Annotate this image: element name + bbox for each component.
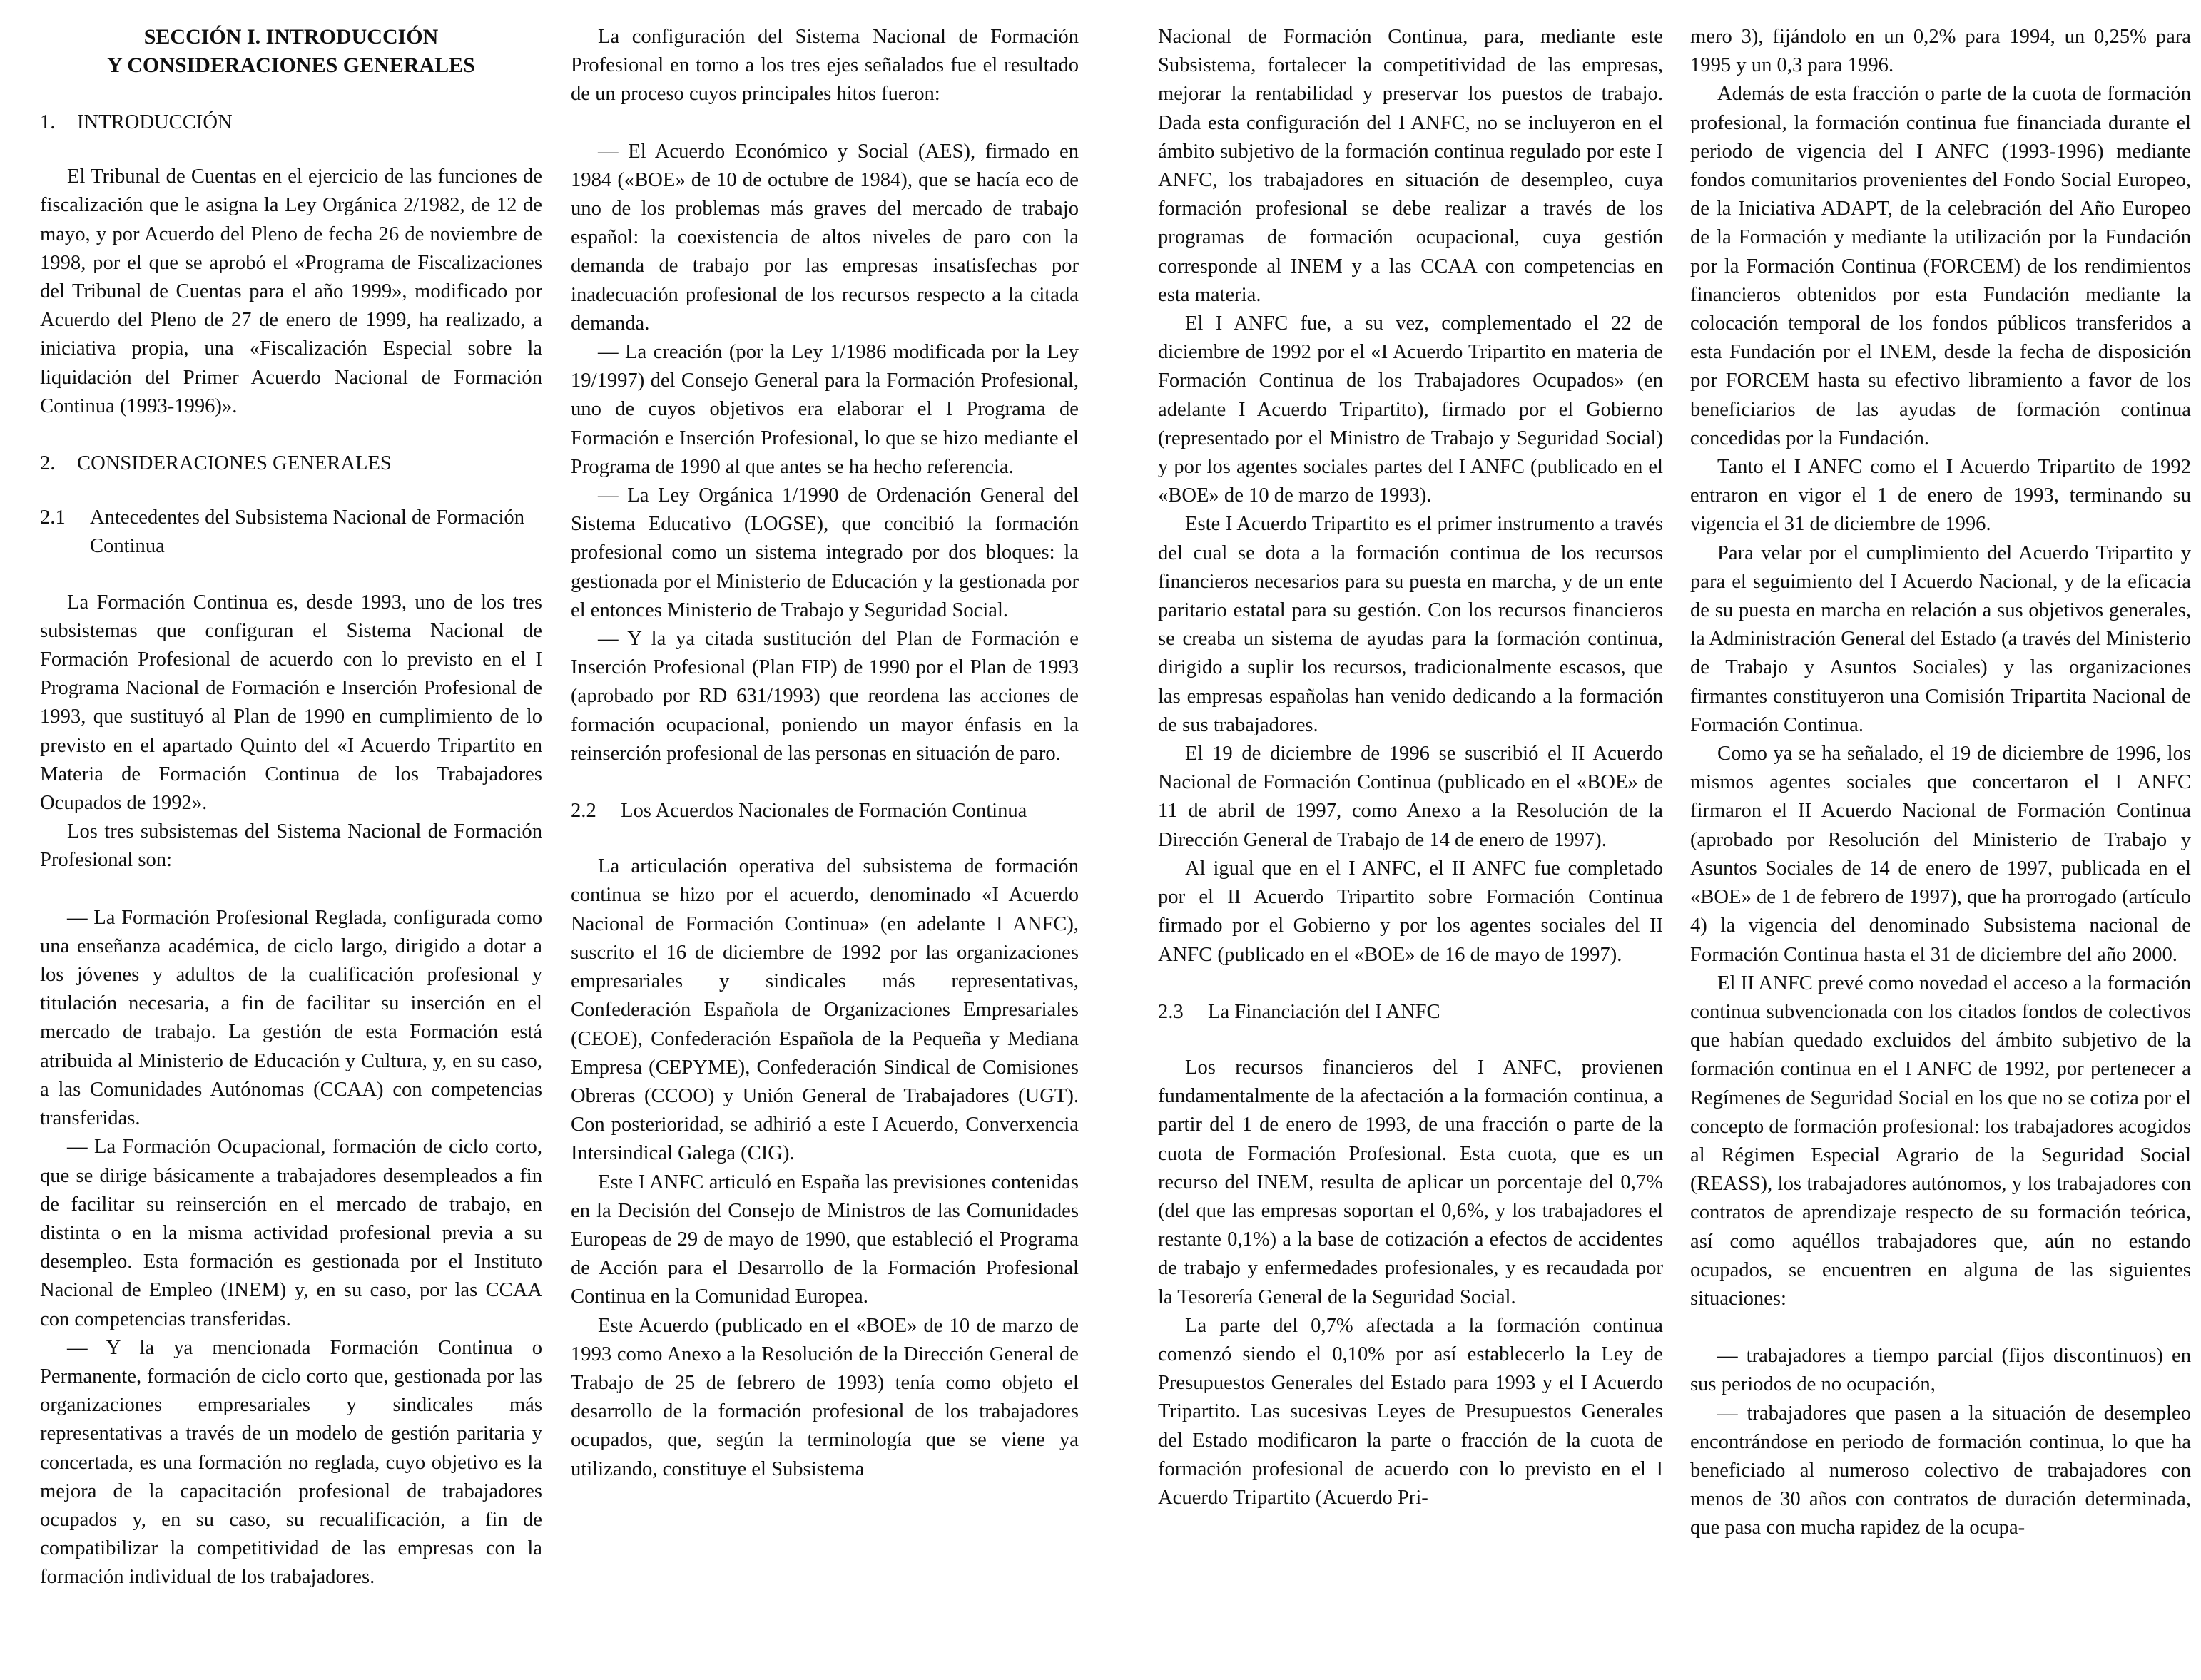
paragraph: La configuración del Sistema Nacional de Formación Profesional en torno a los tres ejes señalados fue el resultado de un proceso cuyos principales hitos fueron: (571, 26, 1079, 106)
section-title-line-2: Y CONSIDERACIONES GENERALES (107, 54, 475, 77)
list-item: — Y la ya mencionada Formación Continua o Permanente, formación de ciclo corto que, gestionada por las organizaciones empresariales y sindicales más representativas a través de un modelo de gestión paritaria y concertada, es una formación no reglada, cuyo objetivo es la mejora de la capacitación profesional de trabajadores ocupados y, en su caso, su recualificación, a fin de compatibilizar la competitividad de las empresas con la formación individual de los trabajadores. (40, 1336, 542, 1589)
paragraph: La parte del 0,7% afectada a la formación continua comenzó siendo el 0,10% por así establecerlo la Ley de Presupuestos Generales del Estado para 1993 y el I Acuerdo Tripartito. Las sucesivas Leyes de Presupuestos Generales del Estado modificaron la parte o fracción de la cuota de formación profesional de acuerdo con lo previsto en el I Acuerdo Tripartito (Acuerdo Pri- (1158, 1314, 1663, 1509)
paragraph: La articulación operativa del subsistema de formación continua se hizo por el acuerdo, denominado «I Acuerdo Nacional de Formación Continua» (en adelante I ANFC), suscrito el 16 de diciembre de 1992 por las organizaciones empresariales y sindicales más representativas, Confederación Española de Organizaciones Empresariales (CEOE), Confederación Española de la Pequeña y Mediana Empresa (CEPYME), Confederación Sindical de Comisiones Obreras (CCOO) y Unión General de Trabajadores (UGT). Con posterioridad, se adhirió a este I Acuerdo, Converxencia Intersindical Galega (CIG). (571, 855, 1079, 1165)
left-page-column-1 (40, 23, 542, 1671)
heading-number: 2. (40, 452, 56, 475)
paragraph: El Tribunal de Cuentas en el ejercicio de las funciones de fiscalización que le asigna la Ley Orgánica 2/1982, de 12 de mayo, y por Acuerdo del Pleno de fecha 26 de noviembre de 1998, por el que se aprobó el «Programa de Fiscalizaciones del Tribunal de Cuentas para el año 1999», modificado por Acuerdo del Pleno de 27 de enero de 1999, ha realizado, a iniciativa propia, una «Fiscalización Especial sobre la liquidación del Primer Acuerdo Nacional de Formación Continua (1993-1996)». (40, 166, 542, 417)
subheading-acuerdos-nacionales (571, 797, 1079, 825)
paragraph: Este I ANFC articuló en España las previsiones contenidas en la Decisión del Consejo de Ministros de las Comunidades Europeas de 29 de mayo de 1990, que estableció el Programa de Acción para el Desarrollo de la Formación Profesional Continua en la Comunidad Europea. (571, 1171, 1079, 1308)
heading-text: INTRODUCCIÓN (77, 111, 233, 133)
left-page-column-2 (571, 23, 1079, 1671)
page-gutter (1090, 0, 1111, 1680)
subheading-number: 2.3 (1158, 1000, 1184, 1023)
subheading-text: Antecedentes del Subsistema Nacional de Formación Continua (90, 506, 525, 558)
list-item: — La Ley Orgánica 1/1990 de Ordenación General del Sistema Educativo (LOGSE), que concibió la formación profesional como un sistema integrado por dos bloques: la gestionada por el Ministerio de Educación y la gestionada por el entonces Ministerio de Trabajo y Seguridad Social. (571, 484, 1079, 621)
paragraph: Este I Acuerdo Tripartito es el primer instrumento a través del cual se dota a la formación continua de los recursos financieros necesarios para su puesta en marcha, y de un ente paritario estatal para su gestión. Con los recursos financieros se creaba un sistema de ayudas para la formación continua, dirigido a suplir los recursos, tradicionalmente escasos, que las empresas españolas han venido dedicando a la formación de sus trabajadores. (1158, 513, 1663, 736)
paragraph: El I ANFC fue, a su vez, complementado el 22 de diciembre de 1992 por el «I Acuerdo Tripartito en materia de Formación Continua de los Trabajadores Ocupados» (en adelante I Acuerdo Tripartito), firmado por el Gobierno (representado por el Ministro de Trabajo y Seguridad Social) y por los agentes sociales partes del I ANFC (publicado en el «BOE» de 10 de marzo de 1993). (1158, 312, 1663, 507)
list-item: — El Acuerdo Económico y Social (AES), firmado en 1984 («BOE» de 10 de octubre de 1984), que se hacía eco de uno de los problemas más graves del mercado de trabajo español: la coexistencia de altos niveles de paro con la demanda de trabajo por las empresas insatisfechas por inadecuación profesional de los recursos respecto a la citada demanda. (571, 140, 1079, 335)
paragraph: La Formación Continua es, desde 1993, uno de los tres subsistemas que configuran el Sistema Nacional de Formación Profesional de acuerdo con lo previsto en el I Programa Nacional de Formación e Inserción Profesional de 1993, que sustituyó al Plan de 1990 en cumplimiento de lo previsto en el apartado Quinto del «I Acuerdo Tripartito en Materia de Formación Continua de los Trabajadores Ocupados de 1992». (40, 591, 542, 815)
paragraph: Tanto el I ANFC como el I Acuerdo Tripartito de 1992 entraron en vigor el 1 de enero de 1993, terminando su vigencia el 31 de diciembre de 1996. (1690, 456, 2191, 536)
paragraph: Nacional de Formación Continua, para, mediante este Subsistema, fortalecer la competitividad de las empresas, mejorar la rentabilidad y preservar los puestos de trabajo. Dada esta configuración del I ANFC, no se incluyeron en el ámbito subjetivo de la formación continua regulado por este I ANFC, los trabajadores en situación de desempleo, cuya formación profesional se debe realizar a través de los programas de formación ocupacional, cuya gestión corresponde al INEM y a las CCAA con competencias en esta materia. (1158, 26, 1663, 306)
right-page-column-1 (1158, 23, 1663, 1671)
paragraph: El II ANFC prevé como novedad el acceso a la formación continua subvencionada con los citados fondos de colectivos que habían quedado excluidos del ámbito subjetivo de la formación continua en el I ANFC de 1992, por pertenecer a Regímenes de Seguridad Social en los que no se cotiza por el concepto de formación profesional: los trabajadores acogidos al Régimen Especial Agrario de la Seguridad Social (REASS), los trabajadores autónomos, y los trabajadores con contratos de aprendizaje respecto de su formación teórica, así como aquéllos trabajadores que, aún no estando ocupados, se encuentren en alguna de las siguientes situaciones: (1690, 972, 2191, 1310)
list-item: — Y la ya citada sustitución del Plan de Formación e Inserción Profesional (Plan FIP) de 1990 por el Plan de 1993 (aprobado por RD 631/1993) que reordena las acciones de formación ocupacional, poniendo un mayor énfasis en la reinserción profesional de las personas en situación de paro. (571, 628, 1079, 765)
paragraph: Para velar por el cumplimiento del Acuerdo Tripartito y para el seguimiento del I Acuerdo Nacional, y de la eficacia de su puesta en marcha en relación a sus objetivos generales, la Administración General del Estado (a través del Ministerio de Trabajo y Asuntos Sociales) y las organizaciones firmantes constituyeron una Comisión Tripartita Nacional de Formación Continua. (1690, 541, 2191, 736)
subheading-antecedentes (40, 504, 542, 561)
section-title (40, 23, 542, 80)
right-page (1111, 0, 2201, 1680)
subheading-text: Los Acuerdos Nacionales de Formación Continua (621, 800, 1027, 823)
heading-number: 1. (40, 111, 56, 133)
paragraph: Además de esta fracción o parte de la cuota de formación profesional, la formación continua fue financiada durante el periodo de vigencia del I ANFC (1993-1996) mediante fondos comunitarios provenientes del Fondo Social Europeo, de la Iniciativa ADAPT, de la celebración del Año Europeo de la Formación y mediante la utilización por la Fundación por la Formación Continua (FORCEM) de los rendimientos financieros obtenidos por esta Fundación mediante la colocación temporal de los fondos públicos transferidos a esta Fundación por el INEM, desde la fecha de disposición por FORCEM hasta su efectivo libramiento a favor de los beneficiarios de las ayudas de formación continua concedidas por la Fundación. (1690, 83, 2191, 449)
paragraph: Los tres subsistemas del Sistema Nacional de Formación Profesional son: (40, 820, 542, 872)
list-item: — trabajadores que pasen a la situación de desempleo encontrándose en periodo de formación continua, lo que ha beneficiado al numeroso colectivo de trabajadores con menos de 30 años con contratos de duración determinada, que pasa con mucha rapidez de la ocupa- (1690, 1402, 2191, 1539)
paragraph: El 19 de diciembre de 1996 se suscribió el II Acuerdo Nacional de Formación Continua (publicado en el «BOE» de 11 de abril de 1997, como Anexo a la Resolución de la Dirección General de Trabajo de 14 de enero de 1997). (1158, 743, 1663, 851)
list-item: — trabajadores a tiempo parcial (fijos discontinuos) en sus periodos de no ocupación, (1690, 1345, 2191, 1396)
paragraph: Los recursos financieros del I ANFC, provienen fundamentalmente de la afectación a la formación continua, a partir del 1 de enero de 1993, de una fracción o parte de la cuota de Formación Profesional. Esta cuota, que es un recurso del INEM, resulta de aplicar un porcentaje del 0,7% (del que las empresas soportan el 0,6%, y los trabajadores el restante 0,1%) a la base de cotización a efectos de accidentes de trabajo y enfermedades profesionales, y es recaudada por la Tesorería General de la Seguridad Social. (1158, 1056, 1663, 1308)
paragraph: mero 3), fijándolo en un 0,2% para 1994, un 0,25% para 1995 y un 0,3 para 1996. (1690, 26, 2191, 77)
list-item: — La creación (por la Ley 1/1986 modificada por la Ley 19/1997) del Consejo General para la Formación Profesional, uno de cuyos objetivos era elaborar el I Programa de Formación e Inserción Profesional, lo que se hizo mediante el Programa de 1990 al que antes se ha hecho referencia. (571, 341, 1079, 478)
subheading-number: 2.1 (40, 506, 66, 529)
heading-text: CONSIDERACIONES GENERALES (77, 452, 392, 475)
paragraph: Como ya se ha señalado, el 19 de diciembre de 1996, los mismos agentes sociales que concertaron el I ANFC firmaron el II Acuerdo Nacional de Formación Continua (aprobado por Resolución del Ministerio de Trabajo y Asuntos Sociales de 14 de enero de 1997, publicada en el «BOE» de 1 de febrero de 1997), que ha prorrogado (artículo 4) la vigencia del denominado Subsistema nacional de Formación Continua hasta el 31 de diciembre del año 2000. (1690, 743, 2191, 966)
subheading-financiacion (1158, 998, 1663, 1027)
heading-consideraciones-generales (40, 449, 542, 478)
paragraph: Este Acuerdo (publicado en el «BOE» de 10 de marzo de 1993 como Anexo a la Resolución de la Dirección General de Trabajo de 25 de febrero de 1993) tenía como objeto el desarrollo de la formación profesional de los trabajadores ocupados, que, según la terminología que se viene ya utilizando, constituye el Subsistema (571, 1314, 1079, 1480)
paragraph: Al igual que en el I ANFC, el II ANFC fue completado por el II Acuerdo Tripartito sobre Formación Continua firmado por el Gobierno y por los agentes sociales del II ANFC (publicado en el «BOE» de 16 de mayo de 1997). (1158, 857, 1663, 966)
list-item: — La Formación Ocupacional, formación de ciclo corto, que se dirige básicamente a trabajadores desempleados a fin de facilitar su reinserción en el mercado de trabajo, en distinta o en la misma actividad profesional previa a su desempleo. Esta formación es gestionada por el Instituto Nacional de Empleo (INEM) y, en su caso, por las CCAA con competencias transferidas. (40, 1136, 542, 1330)
subheading-text: La Financiación del I ANFC (1208, 1000, 1440, 1023)
right-page-column-2 (1690, 23, 2191, 1671)
section-title-line-1: SECCIÓN I. INTRODUCCIÓN (143, 25, 439, 49)
left-page (0, 0, 1090, 1680)
subheading-number: 2.2 (571, 800, 596, 823)
list-item: — La Formación Profesional Reglada, configurada como una enseñanza académica, de ciclo largo, dirigido a dotar a los jóvenes y adultos de la cualificación profesional y titulación necesaria, a fin de facilitar su inserción en el mercado de trabajo. La gestión de esta Formación está atribuida al Ministerio de Educación y Cultura, y, en su caso, a las Comunidades Autónomas (CCAA) con competencias transferidas. (40, 906, 542, 1130)
heading-introduccion (40, 108, 542, 137)
